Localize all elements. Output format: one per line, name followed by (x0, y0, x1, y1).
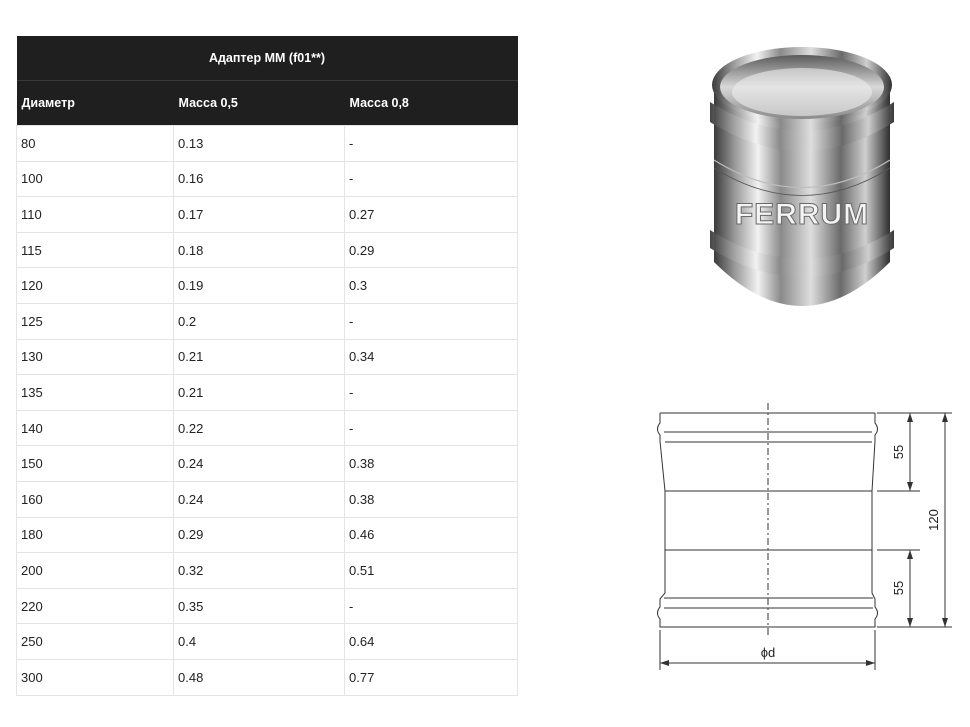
cell-diameter: 120 (17, 268, 174, 304)
cell-mass-05: 0.16 (174, 161, 345, 197)
table-row (17, 517, 518, 553)
cell-mass-05: 0.22 (174, 410, 345, 446)
ferrum-logo: FERRUM (734, 198, 870, 231)
cell-mass-08: - (345, 303, 518, 339)
dimension-bottom-label: 55 (891, 580, 906, 596)
column-header-mass-08: Масса 0,8 (345, 81, 518, 126)
table-title: Адаптер ММ (f01**) (17, 36, 518, 81)
cell-diameter: 160 (17, 481, 174, 517)
table-body (17, 126, 518, 696)
cell-mass-05: 0.24 (174, 446, 345, 482)
cell-diameter: 200 (17, 553, 174, 589)
cell-mass-08: 0.38 (345, 446, 518, 482)
cell-mass-05: 0.32 (174, 553, 345, 589)
cell-mass-08: - (345, 375, 518, 411)
table-row (17, 126, 518, 162)
cell-mass-05: 0.13 (174, 126, 345, 162)
cell-mass-08: 0.64 (345, 624, 518, 660)
cell-diameter: 115 (17, 232, 174, 268)
table-row (17, 410, 518, 446)
dimension-total-label: 120 (926, 509, 941, 531)
weight-spec-table (16, 36, 518, 696)
cell-diameter: 130 (17, 339, 174, 375)
cell-diameter: 80 (17, 126, 174, 162)
table-row (17, 375, 518, 411)
cell-diameter: 180 (17, 517, 174, 553)
table-row (17, 481, 518, 517)
cell-mass-05: 0.21 (174, 375, 345, 411)
cell-mass-05: 0.2 (174, 303, 345, 339)
cell-mass-05: 0.29 (174, 517, 345, 553)
table-row (17, 268, 518, 304)
cell-mass-08: 0.51 (345, 553, 518, 589)
cell-diameter: 110 (17, 197, 174, 233)
dimension-diameter-label: ϕd (760, 645, 776, 660)
cell-mass-05: 0.21 (174, 339, 345, 375)
cell-diameter: 220 (17, 588, 174, 624)
cell-mass-08: 0.3 (345, 268, 518, 304)
column-header-mass-05: Масса 0,5 (174, 81, 345, 126)
cell-diameter: 250 (17, 624, 174, 660)
cell-mass-08: 0.46 (345, 517, 518, 553)
cell-mass-05: 0.18 (174, 232, 345, 268)
cell-mass-08: - (345, 588, 518, 624)
cell-diameter: 140 (17, 410, 174, 446)
table-row (17, 161, 518, 197)
table-row (17, 339, 518, 375)
cell-mass-08: 0.38 (345, 481, 518, 517)
cell-mass-05: 0.24 (174, 481, 345, 517)
dimension-top-label: 55 (891, 444, 906, 460)
cell-mass-08: - (345, 126, 518, 162)
adapter-product-photo (700, 30, 905, 330)
cell-mass-05: 0.19 (174, 268, 345, 304)
table-row (17, 659, 518, 695)
cell-diameter: 300 (17, 659, 174, 695)
cell-mass-08: - (345, 410, 518, 446)
cell-mass-08: 0.29 (345, 232, 518, 268)
cell-mass-05: 0.17 (174, 197, 345, 233)
table-row (17, 303, 518, 339)
cell-diameter: 100 (17, 161, 174, 197)
cell-mass-05: 0.4 (174, 624, 345, 660)
column-header-diameter: Диаметр (17, 81, 174, 126)
table-row (17, 553, 518, 589)
cell-diameter: 125 (17, 303, 174, 339)
table-row (17, 232, 518, 268)
table-row (17, 197, 518, 233)
cell-mass-08: - (345, 161, 518, 197)
cell-diameter: 135 (17, 375, 174, 411)
cell-mass-05: 0.48 (174, 659, 345, 695)
cell-mass-05: 0.35 (174, 588, 345, 624)
technical-drawing (640, 395, 965, 680)
cell-mass-08: 0.27 (345, 197, 518, 233)
table-row (17, 588, 518, 624)
cell-diameter: 150 (17, 446, 174, 482)
table-row (17, 446, 518, 482)
cell-mass-08: 0.34 (345, 339, 518, 375)
cell-mass-08: 0.77 (345, 659, 518, 695)
table-row (17, 624, 518, 660)
